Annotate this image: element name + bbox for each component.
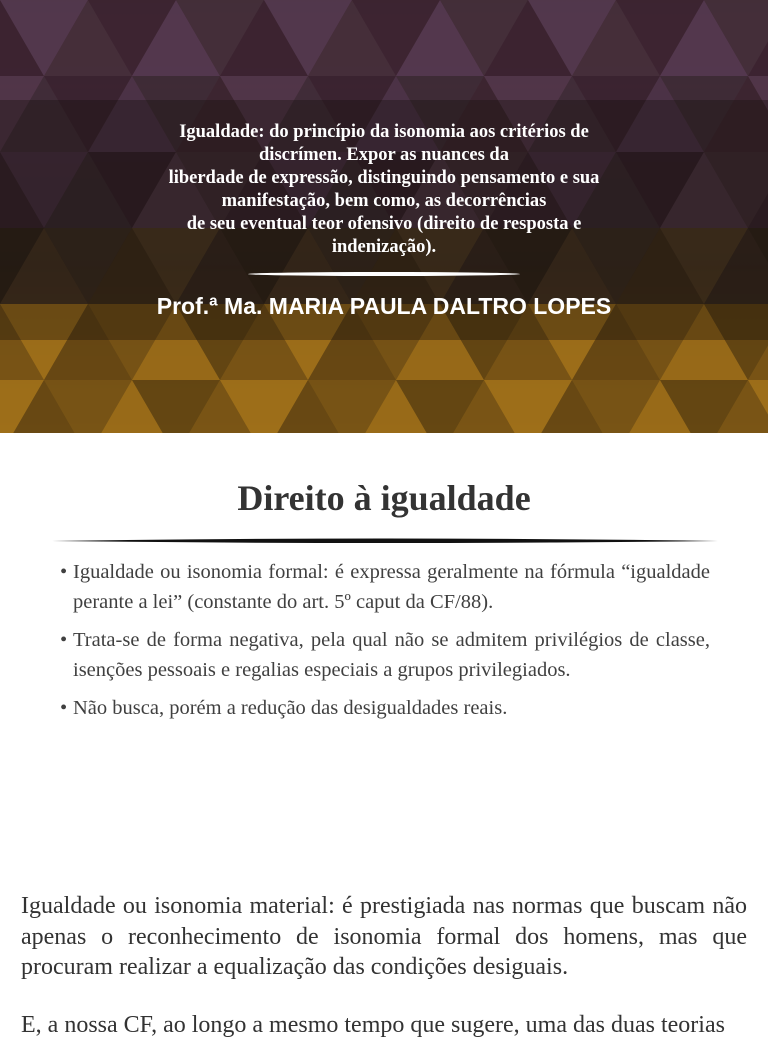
cover-title-line: Igualdade: do princípio da isonomia aos critérios de [179, 122, 589, 142]
body-cut-line: E, a nossa CF, ao longo a mesmo tempo que sugere, uma das duas teorias [21, 1012, 725, 1038]
bullet-text: Igualdade ou isonomia formal: é expressa geralmente na fórmula “igualdade perante a lei” (constante do art. 5º caput da CF/88). [73, 561, 710, 613]
bullet-dot: • [60, 697, 68, 719]
cover-author: Prof.ª Ma. MARIA PAULA DALTRO LOPES [156, 293, 612, 319]
cover-title-line: liberdade de expressão, distinguindo pensamento e sua [168, 168, 600, 188]
bullet-item [60, 557, 710, 617]
bullet-item [60, 625, 710, 685]
cover-title-line: de seu eventual teor ofensivo (direito de resposta e [186, 214, 582, 234]
title-divider [52, 537, 718, 545]
cover-title-line: manifestação, bem como, as decorrências [221, 191, 547, 211]
bullet-text: Não busca, porém a redução das desigualdades reais. [73, 697, 508, 719]
bullet-list [60, 557, 710, 731]
cover-divider [248, 272, 520, 276]
cover-slide [0, 0, 768, 433]
bullet-dot: • [60, 561, 68, 583]
content-slide [0, 433, 768, 873]
bullet-item [60, 693, 710, 723]
slide-title: Direito à igualdade [237, 478, 531, 518]
cover-title [120, 121, 648, 259]
body-paragraph: Igualdade ou isonomia material: é prestigiada nas normas que buscam não apenas o reconhecimento de isonomia formal dos homens, mas que procuram realizar a equalização das condições desiguais. [21, 893, 747, 980]
bullet-dot: • [60, 629, 68, 651]
bullet-text: Trata-se de forma negativa, pela qual não se admitem privilégios de classe, isenções pessoais e regalias especiais a grupos privilegiados. [73, 629, 710, 681]
cover-title-line: indenização). [331, 237, 437, 257]
cover-title-line: discrímen. Expor as nuances da [259, 145, 509, 165]
